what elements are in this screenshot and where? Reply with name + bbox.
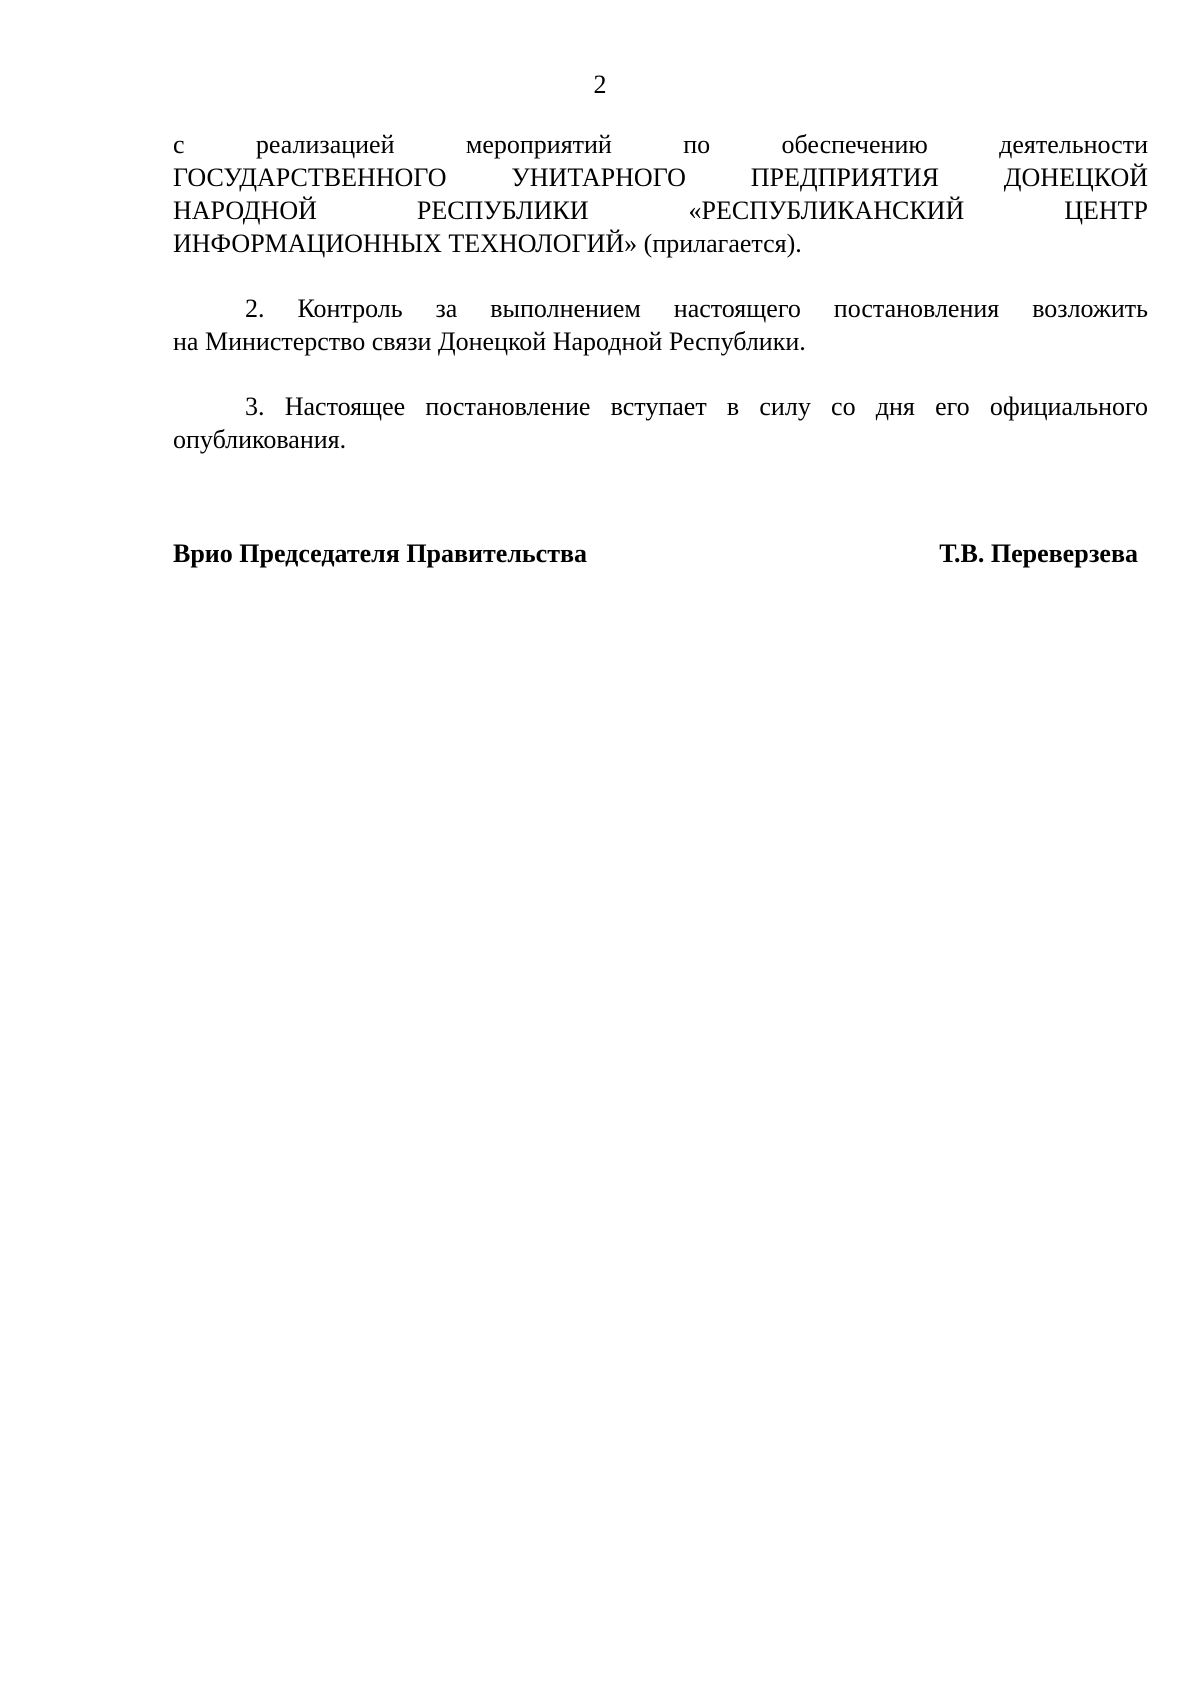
page-number: 2 bbox=[593, 70, 607, 99]
document-body bbox=[173, 128, 1148, 456]
paragraph-1 bbox=[173, 128, 1148, 260]
paragraph-line: опубликования. bbox=[173, 425, 347, 454]
paragraph-3 bbox=[173, 390, 1148, 456]
paragraph-line: на Министерство связи Донецкой Народной Республики. bbox=[173, 327, 806, 356]
paragraph-line: НАРОДНОЙ РЕСПУБЛИКИ «РЕСПУБЛИКАНСКИЙ ЦЕНТР bbox=[173, 196, 1148, 225]
signature-block bbox=[173, 537, 1138, 571]
signatory-name: Т.В. Переверзева bbox=[939, 539, 1138, 568]
paragraph-2 bbox=[173, 292, 1148, 358]
paragraph-line: 2. Контроль за выполнением настоящего постановления возложить bbox=[245, 294, 1148, 323]
paragraph-line: 3. Настоящее постановление вступает в силу со дня его официального bbox=[245, 392, 1148, 421]
paragraph-line: ИНФОРМАЦИОННЫХ ТЕХНОЛОГИЙ» (прилагается). bbox=[173, 229, 802, 258]
paragraph-line: с реализацией мероприятий по обеспечению деятельности bbox=[173, 130, 1148, 159]
signatory-position: Врио Председателя Правительства bbox=[173, 539, 588, 568]
paragraph-line: ГОСУДАРСТВЕННОГО УНИТАРНОГО ПРЕДПРИЯТИЯ ДОНЕЦКОЙ bbox=[173, 163, 1148, 192]
